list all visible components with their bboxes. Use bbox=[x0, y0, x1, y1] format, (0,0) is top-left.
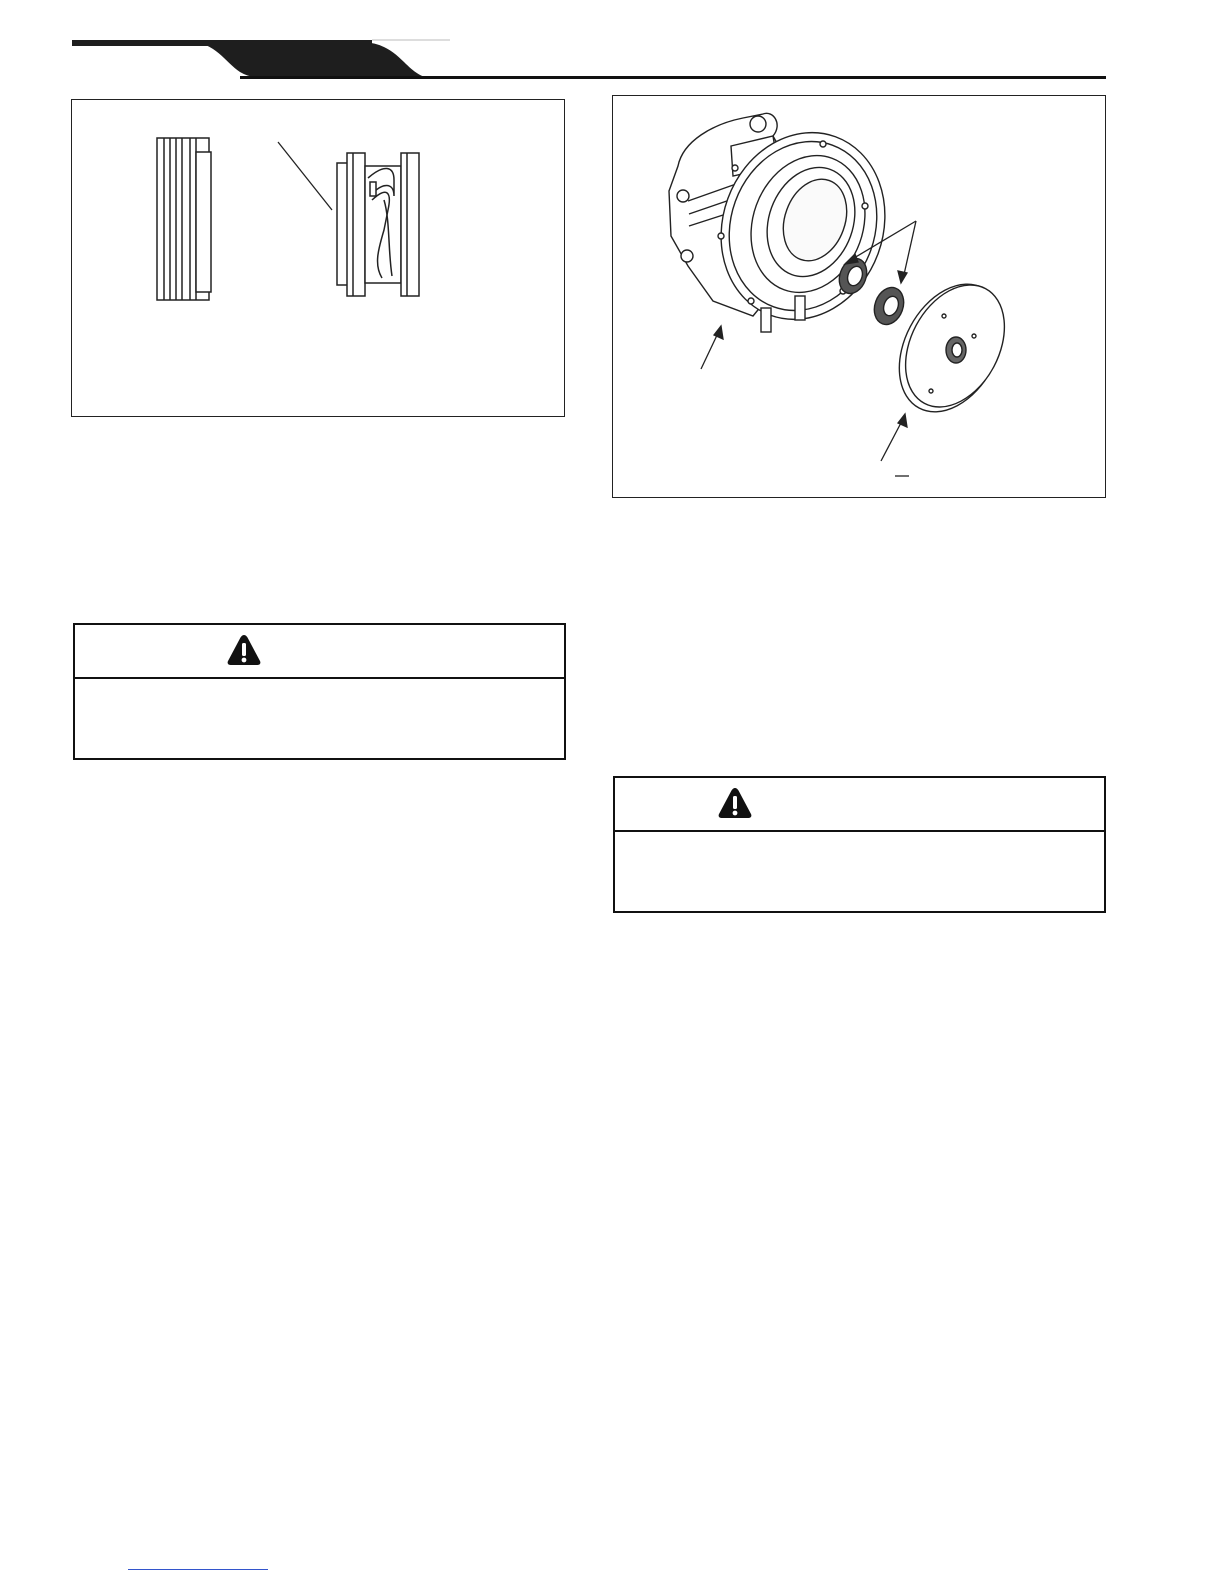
figure-exploded-assembly bbox=[612, 95, 1106, 498]
page-header bbox=[0, 0, 1224, 90]
header-tab bbox=[72, 42, 432, 78]
warning-box-right bbox=[613, 776, 1106, 913]
header-tab-fill bbox=[72, 40, 372, 46]
warning-header bbox=[615, 778, 1104, 832]
figure-seal-components bbox=[71, 99, 565, 417]
assembly-drawing bbox=[613, 96, 1107, 499]
stationary-seat bbox=[157, 138, 211, 300]
warning-triangle-icon bbox=[717, 786, 753, 820]
footer-link[interactable] bbox=[128, 1555, 268, 1570]
warning-box-left bbox=[73, 623, 566, 760]
warning-triangle-icon bbox=[226, 633, 262, 667]
seal-callout-line bbox=[278, 142, 332, 210]
warning-header bbox=[75, 625, 564, 679]
rotating-seal bbox=[337, 153, 419, 296]
seal-drawing bbox=[72, 100, 566, 418]
